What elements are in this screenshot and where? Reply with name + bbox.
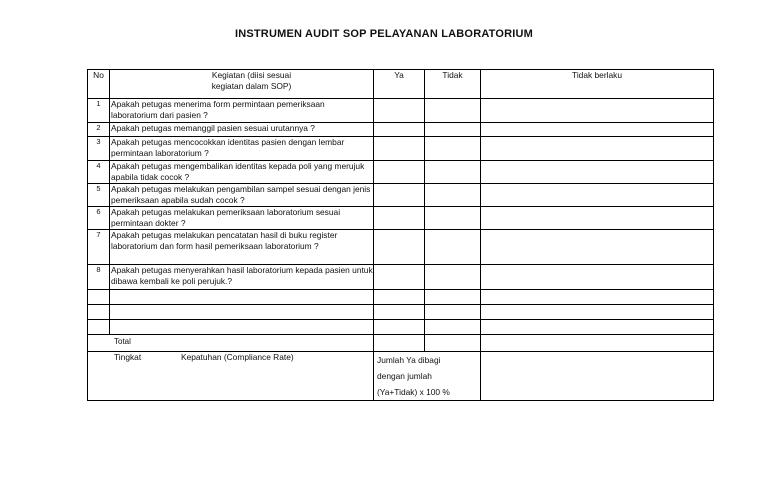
ya-cell[interactable] bbox=[374, 265, 425, 290]
row-question: Apakah petugas menerima form permintaan pemeriksaan laboratorium dari pasien ? bbox=[110, 99, 374, 123]
row-question: Apakah petugas melakukan pencatatan hasil di buku register laboratorium dan form hasil pemeriksaan laboratorium ? bbox=[110, 230, 374, 265]
row-number: 4 bbox=[88, 161, 110, 184]
audit-table bbox=[87, 69, 714, 401]
header-kegiatan bbox=[110, 70, 374, 99]
row-question: Apakah petugas menyerahkan hasil laboratorium kepada pasien untuk dibawa kembali ke poli perujuk.? bbox=[110, 265, 374, 290]
formula-line3: (Ya+Tidak) x 100 % bbox=[377, 387, 450, 397]
total-label: Total bbox=[88, 335, 374, 352]
tidak-berlaku-cell[interactable] bbox=[481, 230, 714, 265]
header-tidak-berlaku: Tidak berlaku bbox=[481, 70, 714, 99]
table-row bbox=[88, 137, 714, 161]
ya-cell[interactable] bbox=[374, 99, 425, 123]
ya-cell[interactable] bbox=[374, 123, 425, 137]
table-row bbox=[88, 99, 714, 123]
row-number: 3 bbox=[88, 137, 110, 161]
header-kegiatan-line1: Kegiatan (diisi sesuai bbox=[211, 70, 292, 80]
ya-cell[interactable] bbox=[374, 207, 425, 230]
row-number: 7 bbox=[88, 230, 110, 265]
blank-row bbox=[88, 320, 714, 335]
tidak-cell[interactable] bbox=[425, 123, 481, 137]
tidak-cell[interactable] bbox=[425, 230, 481, 265]
header-kegiatan-line2: kegiatan dalam SOP) bbox=[211, 80, 292, 91]
row-number: 5 bbox=[88, 184, 110, 207]
ya-cell[interactable] bbox=[374, 161, 425, 184]
ya-cell[interactable] bbox=[374, 137, 425, 161]
row-question: Apakah petugas melakukan pemeriksaan laboratorium sesuai permintaan dokter ? bbox=[110, 207, 374, 230]
row-number: 8 bbox=[88, 265, 110, 290]
tidak-berlaku-cell[interactable] bbox=[481, 184, 714, 207]
ya-cell[interactable] bbox=[374, 230, 425, 265]
tidak-cell[interactable] bbox=[425, 137, 481, 161]
tidak-cell[interactable] bbox=[425, 207, 481, 230]
total-ya-cell[interactable] bbox=[374, 335, 425, 352]
blank-row bbox=[88, 305, 714, 320]
table-row bbox=[88, 123, 714, 137]
tidak-cell[interactable] bbox=[425, 161, 481, 184]
document-title: INSTRUMEN AUDIT SOP PELAYANAN LABORATORIUM bbox=[234, 28, 534, 40]
row-number: 2 bbox=[88, 123, 110, 137]
header-ya: Ya bbox=[374, 70, 425, 99]
row-number: 6 bbox=[88, 207, 110, 230]
formula-line2: dengan jumlah bbox=[377, 371, 432, 381]
total-row bbox=[88, 335, 714, 352]
tidak-berlaku-cell[interactable] bbox=[481, 137, 714, 161]
compliance-formula bbox=[374, 352, 481, 401]
formula-line1: Jumlah Ya dibagi bbox=[377, 355, 441, 365]
table-row bbox=[88, 184, 714, 207]
tidak-berlaku-cell[interactable] bbox=[481, 161, 714, 184]
tidak-berlaku-cell[interactable] bbox=[481, 265, 714, 290]
table-row bbox=[88, 230, 714, 265]
table-row bbox=[88, 161, 714, 184]
tidak-berlaku-cell[interactable] bbox=[481, 207, 714, 230]
total-tidak-cell[interactable] bbox=[425, 335, 481, 352]
tidak-cell[interactable] bbox=[425, 99, 481, 123]
tidak-berlaku-cell[interactable] bbox=[481, 99, 714, 123]
total-tidak-berlaku-cell[interactable] bbox=[481, 335, 714, 352]
compliance-rate-label bbox=[88, 352, 374, 401]
row-question: Apakah petugas memanggil pasien sesuai urutannya ? bbox=[110, 123, 374, 137]
tidak-cell[interactable] bbox=[425, 184, 481, 207]
row-number: 1 bbox=[88, 99, 110, 123]
rate-label-kepatuhan: Kepatuhan (Compliance Rate) bbox=[181, 352, 294, 362]
table-row bbox=[88, 265, 714, 290]
header-no: No bbox=[88, 70, 110, 99]
row-question: Apakah petugas mengembalikan identitas kepada poli yang merujuk apabila tidak cocok ? bbox=[110, 161, 374, 184]
header-tidak: Tidak bbox=[425, 70, 481, 99]
compliance-rate-value-cell[interactable] bbox=[481, 352, 714, 401]
compliance-rate-row bbox=[88, 352, 714, 401]
row-question: Apakah petugas melakukan pengambilan sampel sesuai dengan jenis pemeriksaan apabila sudah cocok ? bbox=[110, 184, 374, 207]
ya-cell[interactable] bbox=[374, 184, 425, 207]
table-row bbox=[88, 207, 714, 230]
header-row bbox=[88, 70, 714, 99]
tidak-berlaku-cell[interactable] bbox=[481, 123, 714, 137]
rate-label-tingkat: Tingkat bbox=[114, 352, 142, 362]
row-question: Apakah petugas mencocokkan identitas pasien dengan lembar permintaan laboratorium ? bbox=[110, 137, 374, 161]
tidak-cell[interactable] bbox=[425, 265, 481, 290]
blank-row bbox=[88, 290, 714, 305]
